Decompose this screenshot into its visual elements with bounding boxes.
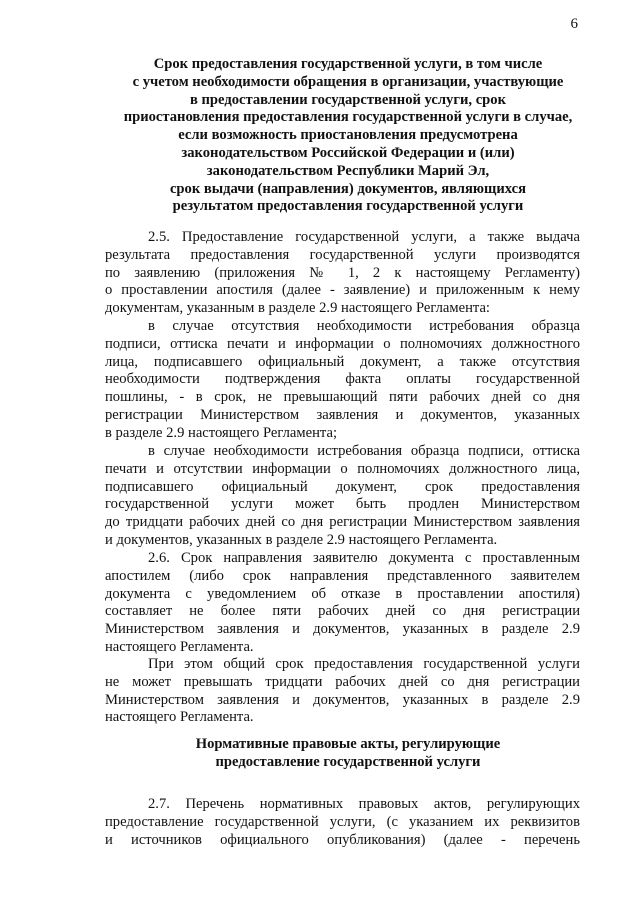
text-line: Министерством заявления и документов, указанных в разделе 2.9 (105, 621, 580, 638)
text-line: настоящего Регламента. (105, 638, 254, 655)
text-line: и документов, указанных в разделе 2.9 настоящего Регламента. (105, 531, 498, 548)
heading-line: законодательством Республики Марий Эл, (206, 162, 490, 179)
paragraph-2-5-case-b (105, 443, 580, 550)
text-line: в случае отсутствия необходимости истребования образца (148, 318, 580, 334)
paragraph-2-6 (105, 550, 580, 657)
heading-line: Нормативные правовые акты, регулирующие (195, 736, 501, 752)
page-number: 6 (570, 16, 578, 32)
text-line: государственной услуги может быть продлен Министерством (105, 496, 580, 513)
heading-line: если возможность приостановления предусмотрена (178, 127, 518, 144)
text-line: подписавшего официальный документ, срок предоставления (105, 478, 580, 495)
text-line: документа с уведомлением об отказе в проставлении апостиля) (105, 585, 580, 602)
text-line: предоставление государственной услуги, (с указанием их реквизитов (105, 813, 580, 830)
text-line: документам, указанным в разделе 2.9 настоящего Регламента: (105, 300, 490, 317)
text-line: в случае необходимости истребования образца подписи, оттиска (148, 443, 580, 459)
paragraph-2-5 (105, 229, 580, 318)
text-line: 2.6. Срок направления заявителю документа с проставленным (148, 550, 580, 566)
section-heading-legal-acts (105, 736, 591, 772)
heading-line: приостановления предоставления государственной услуги в случае, (123, 109, 573, 126)
heading-line: результатом предоставления государственной услуги (172, 198, 524, 215)
section-heading-term (105, 56, 591, 216)
text-line: результата предоставления государственной услуги производятся (105, 246, 580, 263)
text-line: не может превышать тридцати рабочих дней со дня регистрации (105, 673, 580, 690)
text-line: до тридцати рабочих дней со дня регистрации Министерством заявления (105, 514, 580, 531)
text-line: по заявлению (приложения № 1, 2 к настоящему Регламенту) (105, 264, 580, 281)
text-line: регистрации Министерством заявления и документов, указанных (105, 406, 580, 423)
paragraph-2-7 (105, 796, 580, 849)
text-line: и источников официального опубликования) (далее - перечень (105, 831, 580, 848)
heading-line: срок выдачи (направления) документов, являющихся (169, 180, 527, 197)
heading-line: с учетом необходимости обращения в организации, участвующие (132, 73, 564, 90)
heading-line: предоставление государственной услуги (215, 753, 481, 770)
text-line: составляет не более пяти рабочих дней со дня регистрации (105, 603, 580, 620)
heading-line: Срок предоставления государственной услуги, в том числе (153, 56, 543, 72)
paragraph-2-6-total-term (105, 656, 580, 727)
text-line: настоящего Регламента. (105, 709, 254, 726)
text-line: печати и отсутствии информации о полномочиях должностного лица, (105, 460, 580, 477)
text-line: подписи, оттиска печати и информации о полномочиях должностного (105, 335, 580, 352)
text-line: пошлины, - в срок, не превышающий пяти рабочих дней со дня (105, 389, 580, 406)
text-line: 2.7. Перечень нормативных правовых актов, регулирующих (148, 796, 580, 812)
text-line: необходимости подтверждения факта оплаты государственной (105, 371, 580, 388)
text-line: При этом общий срок предоставления государственной услуги (148, 656, 580, 672)
text-line: 2.5. Предоставление государственной услуги, а также выдача (148, 229, 580, 245)
text-line: лица, подписавшего официальный документ, а также отсутствия (105, 353, 580, 370)
text-line: апостилем (либо срок направления представленного заявителем (105, 567, 580, 584)
text-line: о проставлении апостиля (далее - заявление) и приложенным к нему (105, 282, 580, 299)
text-line: Министерством заявления и документов, указанных в разделе 2.9 (105, 691, 580, 708)
heading-line: в предоставлении государственной услуги, срок (189, 91, 506, 108)
text-line: в разделе 2.9 настоящего Регламента; (105, 424, 337, 441)
heading-line: законодательством Российской Федерации и (или) (181, 144, 515, 161)
paragraph-2-5-case-a (105, 318, 580, 443)
